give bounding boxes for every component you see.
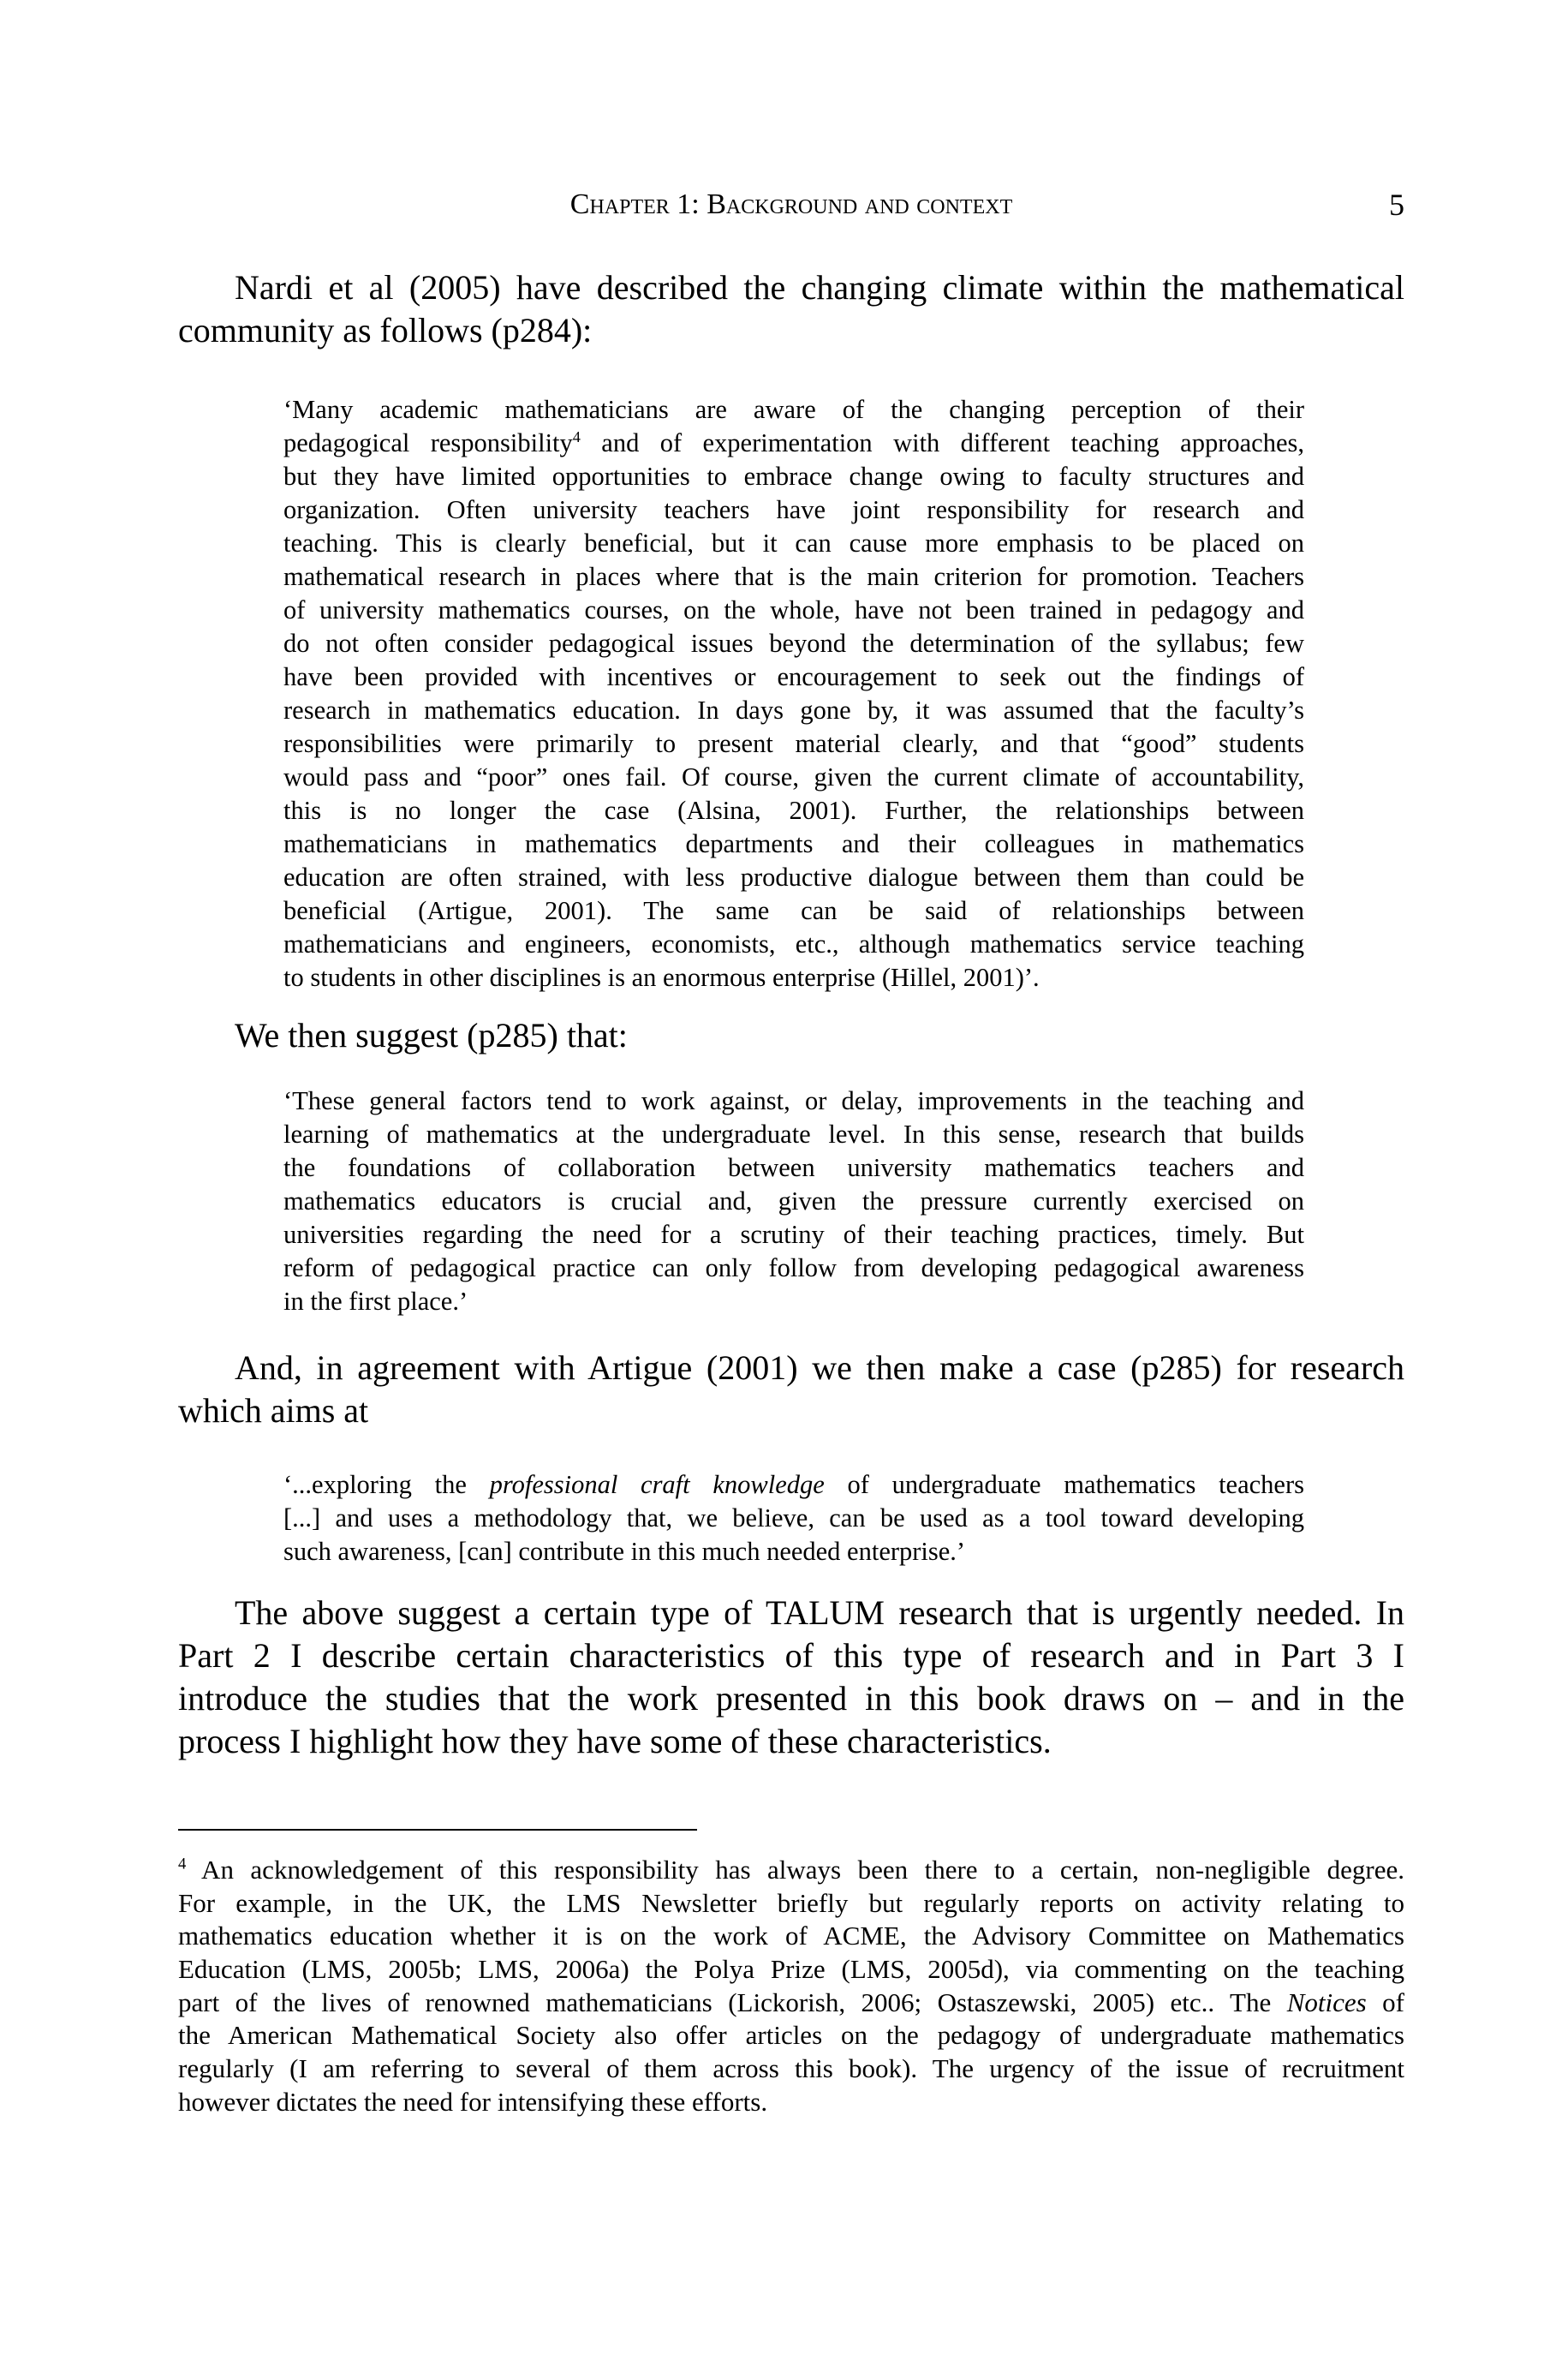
text-segment: and of experimentation with different teaching approaches, (580, 428, 1304, 457)
paragraph (178, 1014, 1404, 1057)
text-segment: however dictates the need for intensifying these efforts. (178, 2086, 768, 2117)
text-line (283, 861, 1304, 894)
text-line (178, 1854, 1404, 1887)
text-segment: ‘...exploring the (283, 1470, 490, 1499)
paragraph (178, 1592, 1404, 1763)
text-segment: ‘Many academic mathematicians are aware of the changing perception of their (283, 395, 1304, 424)
text-segment: [...] and uses a methodology that, we believe, can be used as a tool toward developing (283, 1503, 1304, 1533)
text-line (178, 1389, 1404, 1432)
text-line (178, 1920, 1404, 1953)
text-segment: ‘These general factors tend to work against, or delay, improvements in the teaching and (283, 1086, 1304, 1115)
text-segment: universities regarding the need for a scrutiny of their teaching practices, timely. But (283, 1220, 1304, 1249)
text-segment: reform of pedagogical practice can only follow from developing pedagogical awareness (283, 1253, 1304, 1282)
text-line (283, 427, 1304, 460)
text-segment: mathematicians and engineers, economists, etc., although mathematics service teaching (283, 929, 1304, 959)
text-line (283, 727, 1304, 761)
running-title: Chapter 1: Background and context (569, 188, 1013, 220)
text-line (178, 1592, 1404, 1634)
text-segment: regularly (I am referring to several of them across this book). The urgency of the issue of recruitment (178, 2053, 1404, 2084)
text-line (283, 1118, 1304, 1151)
text-segment: responsibilities were primarily to present material clearly, and that “good” students (283, 729, 1304, 758)
text-segment: And, in agreement with Artigue (2001) we then make a case (p285) for research (235, 1348, 1404, 1387)
text-segment: this is no longer the case (Alsina, 2001). Further, the relationships between (283, 796, 1304, 825)
text-segment: beneficial (Artigue, 2001). The same can be said of relationships between (283, 896, 1304, 925)
text-segment: Part 2 I describe certain characteristics of this type of research and in Part 3 I (178, 1636, 1404, 1675)
italic-text: Notices (1286, 1987, 1367, 2017)
text-line (178, 1887, 1404, 1921)
text-segment: pedagogical responsibility (283, 428, 573, 457)
text-segment: The above suggest a certain type of TALUM research that is urgently needed. In (235, 1593, 1404, 1632)
text-line (283, 393, 1304, 427)
block-quote (283, 393, 1304, 995)
text-line (283, 1535, 1304, 1568)
text-line (178, 1720, 1404, 1763)
text-segment: learning of mathematics at the undergraduate level. In this sense, research that builds (283, 1120, 1304, 1149)
page-number: 5 (1389, 188, 1404, 222)
text-segment: mathematicians in mathematics departments and their colleagues in mathematics (283, 829, 1304, 858)
text-segment: which aims at (178, 1391, 369, 1430)
text-segment: would pass and “poor” ones fail. Of course, given the current climate of accountability, (283, 762, 1304, 792)
text-line (283, 1468, 1304, 1502)
text-segment: part of the lives of renowned mathematicians (Lickorish, 2006; Ostaszewski, 2005) etc.. The (178, 1987, 1287, 2017)
text-line (178, 1953, 1404, 1987)
text-line (178, 309, 1404, 352)
text-segment: Nardi et al (2005) have described the changing climate within the mathematical (235, 268, 1404, 307)
text-segment: in the first place.’ (283, 1287, 468, 1316)
text-line (178, 2019, 1404, 2052)
text-line (283, 660, 1304, 694)
paragraph (178, 1347, 1404, 1432)
text-segment: organization. Often university teachers have joint responsibility for research and (283, 495, 1304, 524)
text-line (178, 2086, 1404, 2119)
text-segment: of undergraduate mathematics teachers (824, 1470, 1304, 1499)
text-line (178, 1634, 1404, 1677)
text-line (283, 1084, 1304, 1118)
text-line (283, 894, 1304, 928)
text-line (178, 1014, 1404, 1057)
text-segment: mathematics education whether it is on the work of ACME, the Advisory Committee on Mathematics (178, 1921, 1404, 1951)
block-quote (283, 1084, 1304, 1318)
text-segment: For example, in the UK, the LMS Newsletter briefly but regularly reports on activity relating to (178, 1887, 1404, 1918)
text-segment: such awareness, [can] contribute in this much needed enterprise.’ (283, 1537, 966, 1566)
text-segment: teaching. This is clearly beneficial, but it can cause more emphasis to be placed on (283, 529, 1304, 558)
text-line (283, 961, 1304, 995)
text-line (178, 2052, 1404, 2086)
footnote-marker: 4 (178, 1855, 187, 1873)
paragraph (178, 266, 1404, 352)
text-segment: We then suggest (p285) that: (235, 1016, 628, 1055)
text-segment: community as follows (p284): (178, 311, 593, 350)
text-segment: research in mathematics education. In days gone by, it was assumed that the faculty’s (283, 696, 1304, 725)
text-segment: of (1366, 1987, 1404, 2017)
footnote-marker: 4 (572, 427, 581, 445)
text-segment: the foundations of collaboration between university mathematics teachers and (283, 1153, 1304, 1182)
text-segment: to students in other disciplines is an enormous enterprise (Hillel, 2001)’. (283, 963, 1040, 992)
running-header (178, 183, 1404, 226)
text-segment: but they have limited opportunities to embrace change owing to faculty structures and (283, 462, 1304, 491)
text-segment: have been provided with incentives or encouragement to seek out the findings of (283, 662, 1304, 691)
text-line (283, 560, 1304, 594)
text-line (178, 1677, 1404, 1720)
text-line (283, 828, 1304, 861)
footnote (178, 1854, 1404, 2119)
footnote-separator (178, 1829, 697, 1831)
text-line (283, 493, 1304, 527)
text-segment: An acknowledgement of this responsibility has always been there to a certain, non-negligible degree. (186, 1855, 1404, 1885)
text-line (283, 928, 1304, 961)
text-line (283, 1151, 1304, 1185)
text-segment: the American Mathematical Society also offer articles on the pedagogy of undergraduate mathematics (178, 2020, 1404, 2051)
text-line (283, 1252, 1304, 1285)
italic-text: professional craft knowledge (489, 1470, 825, 1499)
text-segment: mathematics educators is crucial and, given the pressure currently exercised on (283, 1186, 1304, 1216)
text-segment: mathematical research in places where that is the main criterion for promotion. Teachers (283, 562, 1304, 591)
text-line (178, 1987, 1404, 2020)
text-line (283, 761, 1304, 794)
text-segment: of university mathematics courses, on the whole, have not been trained in pedagogy and (283, 595, 1304, 624)
text-line (283, 627, 1304, 660)
text-line (283, 527, 1304, 560)
text-segment: education are often strained, with less productive dialogue between them than could be (283, 863, 1304, 892)
text-line (283, 794, 1304, 828)
text-line (283, 1218, 1304, 1252)
text-line (178, 1347, 1404, 1389)
text-line (283, 594, 1304, 627)
text-segment: process I highlight how they have some of these characteristics. (178, 1722, 1052, 1760)
text-line (178, 266, 1404, 309)
text-segment: introduce the studies that the work presented in this book draws on – and in the (178, 1679, 1404, 1718)
text-line (283, 1285, 1304, 1318)
block-quote (283, 1468, 1304, 1568)
text-line (283, 694, 1304, 727)
text-segment: Education (LMS, 2005b; LMS, 2006a) the Polya Prize (LMS, 2005d), via commenting on the teaching (178, 1954, 1404, 1985)
text-line (283, 1502, 1304, 1535)
text-segment: do not often consider pedagogical issues beyond the determination of the syllabus; few (283, 629, 1304, 658)
text-line (283, 1185, 1304, 1218)
text-line (283, 460, 1304, 493)
